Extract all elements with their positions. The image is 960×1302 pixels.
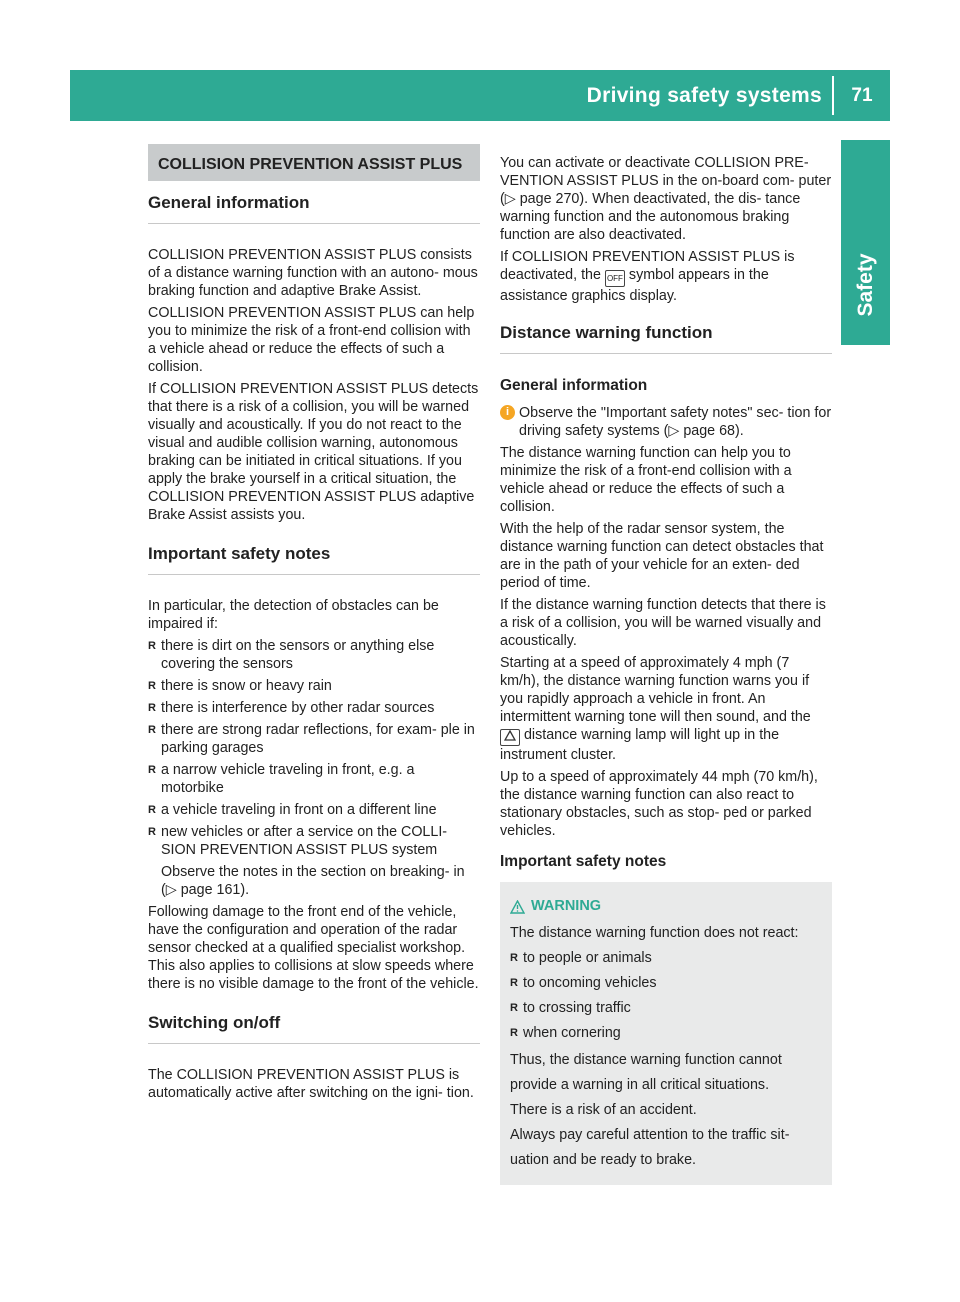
info-note (500, 404, 832, 440)
info-icon: i (500, 405, 515, 420)
list-item: R when cornering (510, 1021, 824, 1046)
heading-switching-on-off: Switching on/off (148, 1013, 480, 1044)
warning-text: Always pay careful attention to the traffic sit- uation and be ready to brake. (510, 1127, 790, 1168)
info-note-text: Observe the "Important safety notes" sec- tion for driving safety systems (▷ page 68). (519, 405, 832, 439)
list-item: R new vehicles or after a service on the COLLI- SION PREVENTION ASSIST PLUS system (148, 823, 480, 859)
text: symbol appears in the assistance graphics display. (500, 267, 769, 304)
paragraph: The distance warning function can help you to minimize the risk of a front-end collision with a vehicle ahead or reduce the effects of such a collision. (500, 445, 792, 515)
subheading-general-information: General information (500, 377, 648, 394)
paragraph: The COLLISION PREVENTION ASSIST PLUS is automatically active after switching on the igni- tion. (148, 1067, 474, 1101)
paragraph: Following damage to the front end of the vehicle, have the configuration and operation of the radar sensor checked at a qualified specialist workshop. This also applies to collisions at slow speeds where there is no visible damage to the front of the vehicle. (148, 904, 479, 992)
deactivated-paragraph (500, 248, 832, 305)
page-header (70, 70, 890, 121)
list-item: R there is interference by other radar sources (148, 699, 480, 717)
paragraph: With the help of the radar sensor system, the distance warning function can detect obstacles that are in the path of your vehicle for an exten- ded period of time. (500, 521, 824, 591)
speed-paragraph (500, 654, 832, 764)
right-column (500, 154, 832, 1185)
text: If COLLISION PREVENTION ASSIST PLUS is deactivated, the (500, 249, 795, 283)
paragraph: If COLLISION PREVENTION ASSIST PLUS detects that there is a risk of a collision, you will be warned visually and acoustically. If you do not react to the visual and audible collision warning, autonomous braking can be initiated in critical situations. If you apply the brake yourself in a critical situation, the COLLISION PREVENTION ASSIST PLUS adaptive Brake Assist assists you. (148, 381, 479, 523)
warning-list (510, 946, 824, 1046)
obstacle-list (148, 637, 480, 859)
list-item: R there is snow or heavy rain (148, 677, 480, 695)
section-title: COLLISION PREVENTION ASSIST PLUS (148, 144, 480, 181)
heading-general-information: General information (148, 193, 480, 224)
chapter-title: Driving safety systems (586, 84, 822, 107)
collision-prevention-off-icon: OFF (605, 270, 625, 287)
breaking-in-note: Observe the notes in the section on breaking- in (▷ page 161). (161, 864, 465, 898)
paragraph: COLLISION PREVENTION ASSIST PLUS consists of a distance warning function with an autono- mous braking function and adaptive Brake Assist. (148, 247, 478, 299)
paragraph: COLLISION PREVENTION ASSIST PLUS can help you to minimize the risk of a front-end collision with a vehicle ahead or reduce the effects of such a collision. (148, 305, 475, 375)
heading-distance-warning-function: Distance warning function (500, 323, 832, 354)
subheading-important-safety-notes: Important safety notes (500, 853, 667, 870)
paragraph: In particular, the detection of obstacles can be impaired if: (148, 598, 439, 632)
text: distance warning lamp will light up in the instrument cluster. (500, 727, 780, 763)
list-item: R a narrow vehicle traveling in front, e.g. a motorbike (148, 761, 480, 797)
list-item: R there is dirt on the sensors or anything else covering the sensors (148, 637, 480, 673)
warning-triangle-icon (510, 900, 525, 914)
list-item: R to crossing traffic (510, 996, 824, 1021)
list-item: R to oncoming vehicles (510, 971, 824, 996)
list-item: R to people or animals (510, 946, 824, 971)
distance-warning-lamp-icon (500, 729, 520, 746)
warning-box (500, 882, 832, 1185)
warning-intro: The distance warning function does not react: (510, 925, 799, 941)
warning-title: WARNING (510, 894, 824, 919)
list-item: R a vehicle traveling in front on a different line (148, 801, 480, 819)
text: Starting at a speed of approximately 4 mph (7 km/h), the distance warning function warns you if you rapidly approach a vehicle in front. An intermittent warning tone will then sound, and the (500, 655, 811, 725)
paragraph: Up to a speed of approximately 44 mph (70 km/h), the distance warning function can also react to stationary obstacles, such as stop- ped or parked vehicles. (500, 769, 818, 839)
warning-text: There is a risk of an accident. (510, 1102, 697, 1118)
left-column (148, 144, 480, 1106)
section-side-tab (841, 140, 890, 345)
heading-important-safety-notes: Important safety notes (148, 544, 480, 575)
paragraph: You can activate or deactivate COLLISION PRE- VENTION ASSIST PLUS in the on-board com- puter (▷ page 270). When deactivated, the dis- tance warning function and the autonomous braking function are also deactivated. (500, 155, 832, 243)
warning-text: Thus, the distance warning function cannot provide a warning in all critical situations. (510, 1052, 782, 1093)
page-number: 71 (851, 85, 873, 106)
side-tab-label: Safety (853, 253, 877, 317)
paragraph: If the distance warning function detects that there is a risk of a collision, you will be warned visually and acoustically. (500, 597, 826, 649)
list-item: R there are strong radar reflections, for exam- ple in parking garages (148, 721, 480, 757)
